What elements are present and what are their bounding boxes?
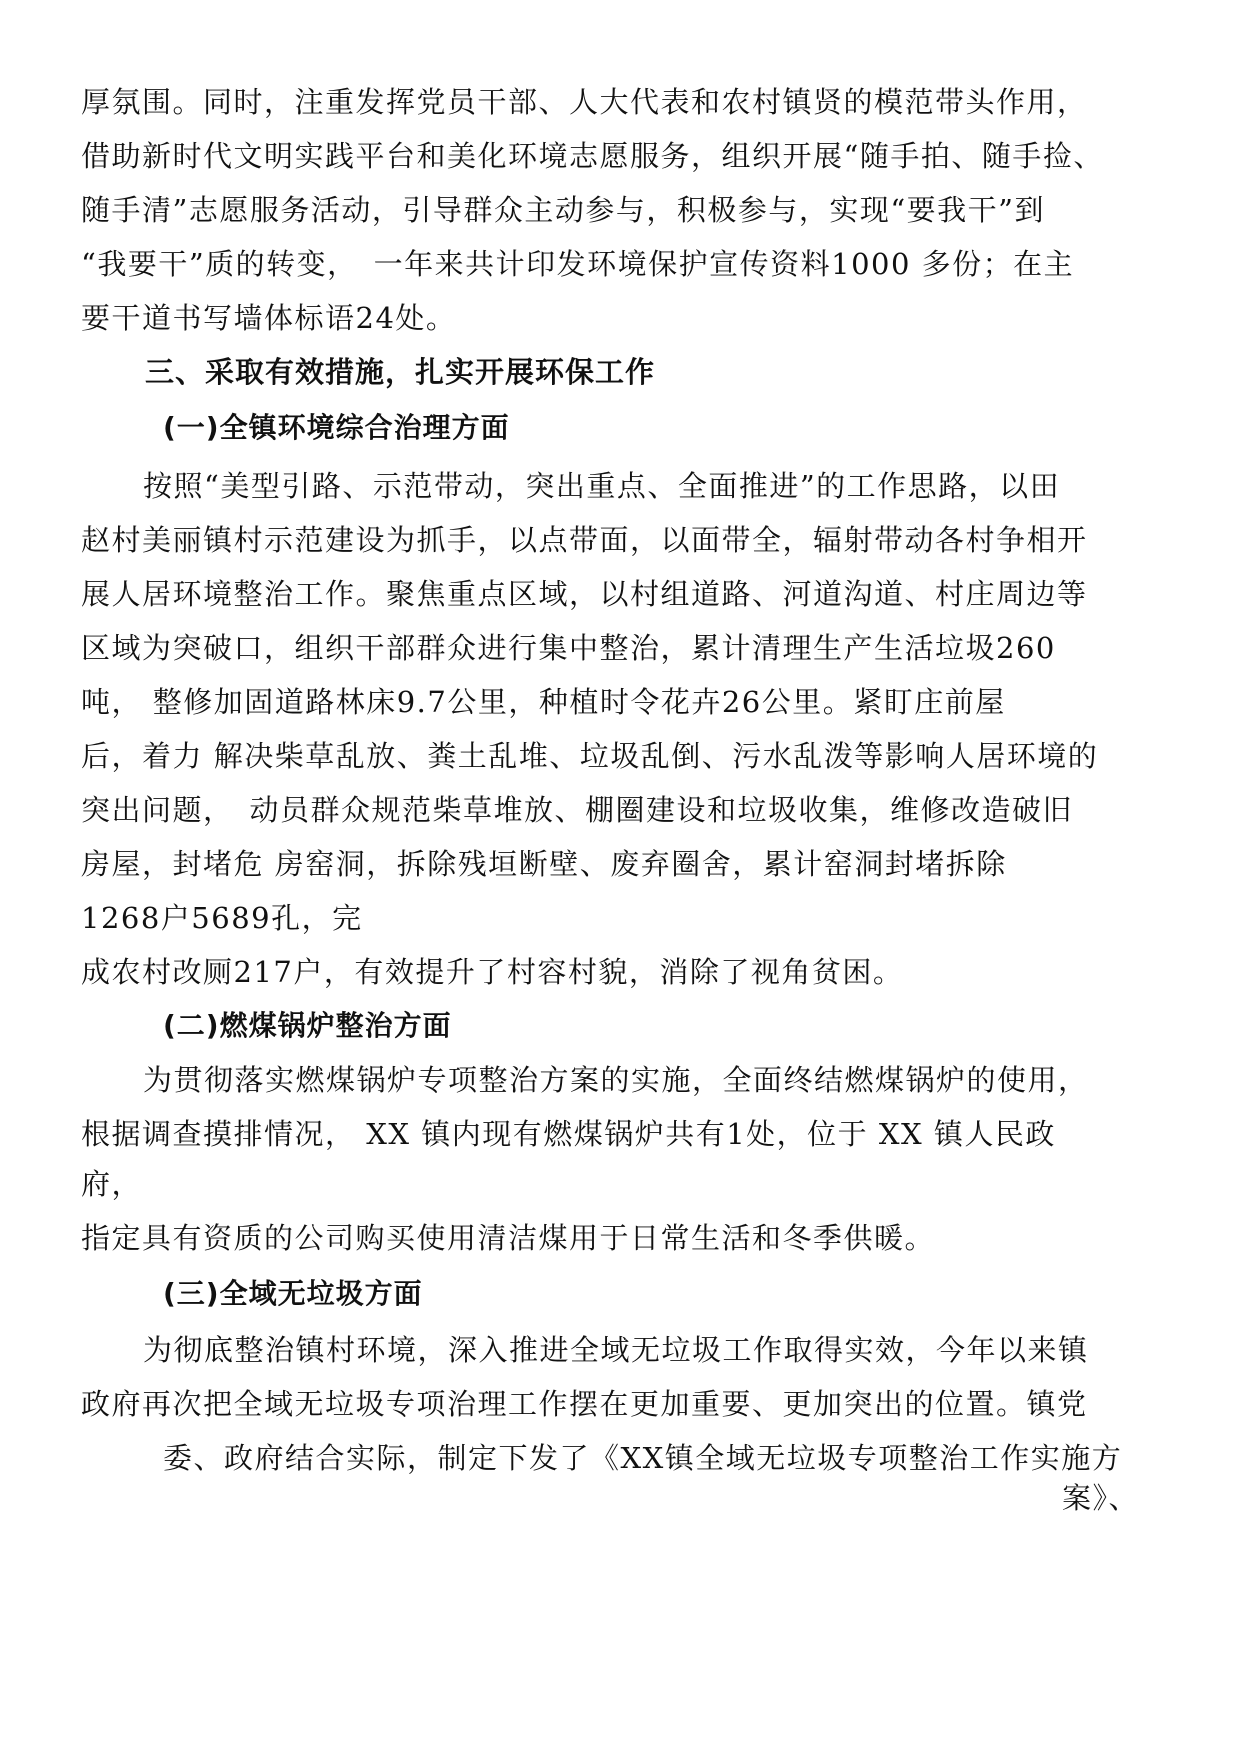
subsection-heading: (三)全域无垃圾方面 xyxy=(163,1277,423,1310)
subsection-heading: (一)全镇环境综合治理方面 xyxy=(163,411,510,444)
paragraph-line: 突出问题， 动员群众规范柴草堆放、棚圈建设和垃圾收集，维修改造破旧 xyxy=(81,793,1074,827)
paragraph-line: 委、政府结合实际，制定下发了《XX镇全域无垃圾专项整治工作实施方 xyxy=(163,1441,1123,1475)
paragraph-line: 指定具有资质的公司购买使用清洁煤用于日常生活和冬季供暖。 xyxy=(81,1221,936,1255)
paragraph-line: 按照“美型引路、示范带动，突出重点、全面推进”的工作思路，以田 xyxy=(143,469,1061,503)
paragraph-line: 根据调查摸排情况， XX 镇内现有燃煤锅炉共有1处，位于 XX 镇人民政 xyxy=(81,1117,1056,1151)
paragraph-line: 后，着力 解决柴草乱放、粪土乱堆、垃圾乱倒、污水乱泼等影响人居环境的 xyxy=(81,739,1099,773)
subsection-heading: (二)燃煤锅炉整治方面 xyxy=(163,1009,452,1042)
paragraph-line: 成农村改厕217户，有效提升了村容村貌，消除了视角贫困。 xyxy=(81,955,904,989)
paragraph-line: 案》、 xyxy=(1062,1481,1140,1515)
paragraph-line: “我要干”质的转变， 一年来共计印发环境保护宣传资料1000 多份；在主 xyxy=(81,247,1075,281)
paragraph-line: 展人居环境整治工作。聚焦重点区域，以村组道路、河道沟道、村庄周边等 xyxy=(81,577,1088,611)
paragraph-line: 1268户5689孔，完 xyxy=(81,901,363,935)
paragraph-line: 赵村美丽镇村示范建设为抓手，以点带面，以面带全，辐射带动各村争相开 xyxy=(81,523,1088,557)
paragraph-line: 房屋，封堵危 房窑洞，拆除残垣断壁、废弃圈舍，累计窑洞封堵拆除 xyxy=(81,847,1007,881)
section-heading: 三、采取有效措施，扎实开展环保工作 xyxy=(145,355,656,389)
paragraph-line: 区域为突破口，组织干部群众进行集中整治，累计清理生产生活垃圾260 xyxy=(81,631,1056,665)
paragraph-line: 政府再次把全域无垃圾专项治理工作摆在更加重要、更加突出的位置。镇党 xyxy=(81,1387,1088,1421)
paragraph-line: 为彻底整治镇村环境，深入推进全域无垃圾工作取得实效，今年以来镇 xyxy=(143,1333,1089,1367)
paragraph-line: 随手清”志愿服务活动，引导群众主动参与，积极参与，实现“要我干”到 xyxy=(81,193,1045,227)
paragraph-line: 借助新时代文明实践平台和美化环境志愿服务，组织开展“随手拍、随手捡、 xyxy=(81,139,1104,173)
paragraph-line: 吨， 整修加固道路林床9.7公里，种植时令花卉26公里。紧盯庄前屋 xyxy=(81,685,1006,719)
paragraph-line: 为贯彻落实燃煤锅炉专项整治方案的实施，全面终结燃煤锅炉的使用， xyxy=(143,1063,1089,1097)
paragraph-line: 要干道书写墙体标语24处。 xyxy=(81,301,457,335)
paragraph-line: 府， xyxy=(81,1167,143,1201)
paragraph-line: 厚氛围。同时，注重发挥党员干部、人大代表和农村镇贤的模范带头作用， xyxy=(81,85,1088,119)
